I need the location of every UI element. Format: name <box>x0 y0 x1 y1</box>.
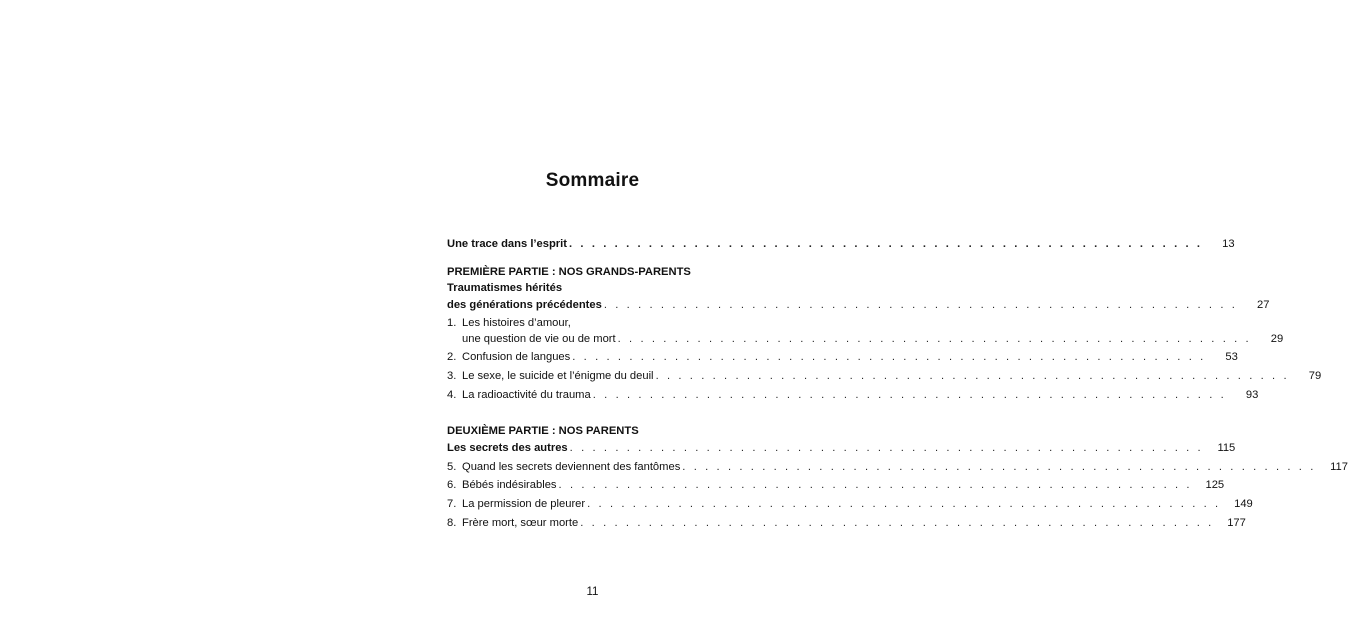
chapter-number: 5. <box>447 461 457 473</box>
toc-entry-chapter-3 <box>447 367 1322 383</box>
toc-entry-page: 115 <box>1217 442 1236 454</box>
page-title: Sommaire <box>545 170 640 191</box>
page-number: 11 <box>586 586 599 598</box>
toc-entry-trace <box>447 235 1235 251</box>
toc-entry-page: 177 <box>1227 517 1246 529</box>
toc-entry-label: Les secrets des autres <box>447 442 568 454</box>
chapter-number: 7. <box>447 498 457 510</box>
chapter-title: Bébés indésirables <box>462 479 557 491</box>
chapter-title: La radioactivité du trauma <box>462 389 591 401</box>
chapter-number: 2. <box>447 351 457 363</box>
toc-entry-label <box>447 350 570 364</box>
chapter-number: 8. <box>447 517 457 529</box>
leader-dots: . . . . . . . . . . . . . . . . . . . . . . . . . . . . . . . . . . . . . . . . . . . . . . . . . . . . . . . . <box>592 389 1227 401</box>
toc-entry-label: une question de vie ou de mort <box>462 333 616 345</box>
toc-entry-page: 29 <box>1270 333 1284 345</box>
toc-entry-label <box>447 388 591 402</box>
toc-entry-label <box>447 516 578 530</box>
toc-entry-page: 125 <box>1205 479 1225 491</box>
toc-entry-label: des générations précédentes <box>447 299 602 311</box>
table-of-contents <box>447 0 1348 637</box>
toc-entry-chapter-4 <box>447 386 1259 402</box>
toc-entry-chapter-6 <box>447 476 1225 492</box>
leader-dots: . . . . . . . . . . . . . . . . . . . . . . . . . . . . . . . . . . . . . . . . . . . . . . . . . . . . . . . . <box>569 442 1204 454</box>
leader-dots: . . . . . . . . . . . . . . . . . . . . . . . . . . . . . . . . . . . . . . . . . . . . . . . . . . . . . . . . <box>617 333 1252 345</box>
chapter-title: Frère mort, sœur morte <box>462 517 579 529</box>
toc-entry-label <box>447 497 585 511</box>
leader-dots: . . . . . . . . . . . . . . . . . . . . . . . . . . . . . . . . . . . . . . . . . . . . . . . . . . . . . . . . <box>655 370 1290 382</box>
leader-dots: . . . . . . . . . . . . . . . . . . . . . . . . . . . . . . . . . . . . . . . . . . . . . . . . . . . . . . . . <box>603 299 1238 311</box>
chapter-1-first-line <box>447 316 571 330</box>
leader-dots: . . . . . . . . . . . . . . . . . . . . . . . . . . . . . . . . . . . . . . . . . . . . . . . . . . . . . . . . <box>569 238 1203 250</box>
leader-dots: . . . . . . . . . . . . . . . . . . . . . . . . . . . . . . . . . . . . . . . . . . . . . . . . . . . . . . . . <box>572 351 1206 363</box>
toc-entry-label: Une trace dans l’esprit <box>447 238 567 250</box>
toc-entry-chapter-7 <box>447 495 1253 511</box>
chapter-number: 6. <box>447 479 457 491</box>
toc-entry-chapter-5 <box>447 458 1348 474</box>
chapter-number: 4. <box>447 389 457 401</box>
toc-entry-page: 79 <box>1308 370 1322 382</box>
toc-entry-page: 13 <box>1222 238 1235 250</box>
leader-dots: . . . . . . . . . . . . . . . . . . . . . . . . . . . . . . . . . . . . . . . . . . . . . . . . . . . . . . . . <box>587 498 1221 510</box>
part-one-subtitle: Traumatismes hérités <box>447 282 563 294</box>
chapter-number: 1. <box>447 317 457 329</box>
part-two-heading: DEUXIÈME PARTIE : NOS PARENTS <box>447 425 639 437</box>
leader-dots: . . . . . . . . . . . . . . . . . . . . . . . . . . . . . . . . . . . . . . . . . . . . . . . . . . . . . . . . <box>580 517 1214 529</box>
toc-entry-page: 149 <box>1234 498 1253 510</box>
chapter-title: La permission de pleurer <box>462 498 586 510</box>
chapter-title: Confusion de langues <box>462 351 571 363</box>
toc-entry-page: 93 <box>1245 389 1259 401</box>
chapter-title: Le sexe, le suicide et l’énigme du deuil <box>462 370 654 382</box>
toc-entry-chapter-2 <box>447 348 1238 364</box>
part-one-heading: PREMIÈRE PARTIE : NOS GRANDS-PARENTS <box>447 266 691 278</box>
toc-entry-label <box>447 460 680 474</box>
toc-entry-chapter-8 <box>447 514 1246 530</box>
chapter-title-part: Les histoires d’amour, <box>462 317 571 329</box>
toc-entry-page: 27 <box>1257 299 1270 311</box>
toc-entry-chapter-1 <box>447 330 1284 346</box>
toc-entry-part-two <box>447 439 1236 455</box>
toc-entry-label <box>447 369 654 383</box>
toc-entry-part-one <box>447 296 1270 312</box>
leader-dots: . . . . . . . . . . . . . . . . . . . . . . . . . . . . . . . . . . . . . . . . . . . . . . . . . . . . . . . . <box>682 461 1316 473</box>
toc-entry-page: 53 <box>1225 351 1238 363</box>
chapter-title: Quand les secrets deviennent des fantômes <box>462 461 681 473</box>
leader-dots: . . . . . . . . . . . . . . . . . . . . . . . . . . . . . . . . . . . . . . . . . . . . . . . . . . . . . . . . <box>558 479 1193 491</box>
toc-entry-page: 117 <box>1330 461 1348 473</box>
chapter-number: 3. <box>447 370 457 382</box>
toc-entry-label <box>447 478 557 492</box>
